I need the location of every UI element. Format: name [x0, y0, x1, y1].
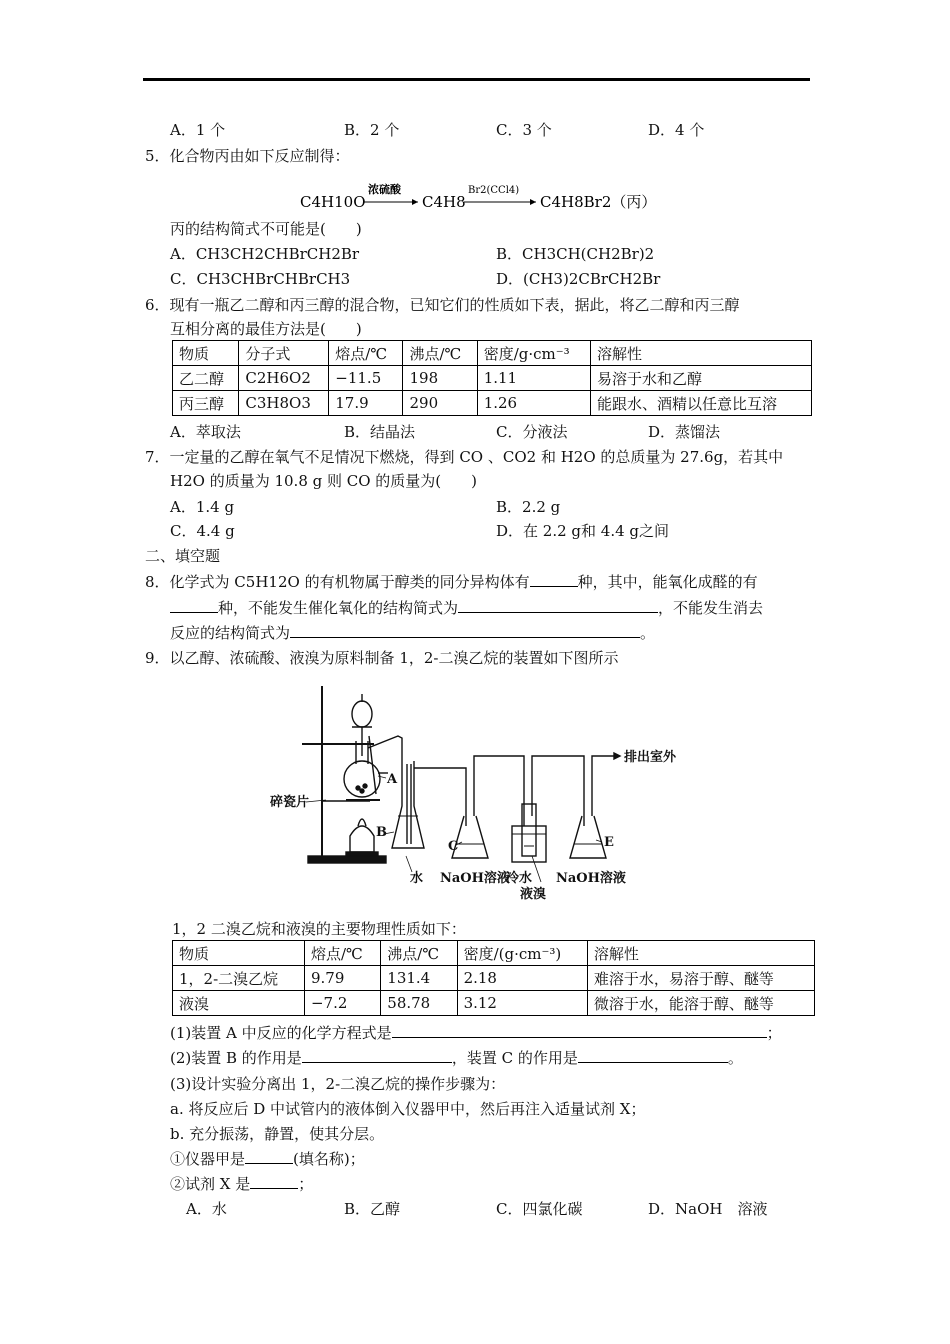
- q5-option-a: A．CH3CH2CHBrCH2Br: [170, 245, 360, 263]
- q5-stem: 5．化合物丙由如下反应制得：: [145, 147, 350, 165]
- product-formula: C4H8Br2（丙）: [540, 193, 657, 211]
- q8-blank-aldehyde-count[interactable]: [170, 598, 218, 613]
- q6-option-b: B．结晶法: [344, 423, 416, 441]
- q7-option-d: D．在 2.2 g和 4.4 g之间: [496, 522, 670, 540]
- table-cell: 290: [403, 391, 477, 416]
- header-cell: 物质: [173, 941, 305, 966]
- table-cell: 198: [403, 366, 477, 391]
- q9-step-a: a. 将反应后 D 中试管内的液体倒入仪器甲中，然后再注入适量试剂 X；: [170, 1100, 646, 1118]
- q9-option-a: A．水: [186, 1200, 227, 1218]
- q9-option-b: B．乙醇: [344, 1200, 401, 1218]
- q4-option-a: A．1 个: [170, 121, 226, 139]
- label-e: E: [604, 835, 614, 850]
- q6-stem-line2: 互相分离的最佳方法是( ): [170, 320, 362, 338]
- q6-stem-line1: 6．现有一瓶乙二醇和丙三醇的混合物，已知它们的性质如下表，据此，将乙二醇和丙三醇: [145, 296, 740, 314]
- q9-part2-end: 。: [727, 1049, 743, 1067]
- flame: [358, 819, 366, 826]
- table-cell: 难溶于水，易溶于醇、醚等: [587, 966, 814, 991]
- q9-part2-text-a: (2)装置 B 的作用是: [170, 1049, 302, 1067]
- q9-blank-instrument[interactable]: [245, 1149, 293, 1164]
- reactant-formula: C4H10O: [300, 193, 366, 211]
- header-cell: 熔点/℃: [329, 341, 403, 366]
- label-naoh-e: NaOH溶液: [556, 871, 626, 886]
- q9-stem: 9．以乙醇、浓硫酸、液溴为原料制备 1，2-二溴乙烷的装置如下图所示: [145, 649, 619, 667]
- q5-option-c: C．CH3CHBrCHBrCH3: [170, 270, 351, 288]
- label-naoh-c: NaOH溶液: [440, 871, 510, 886]
- q9-part2: [170, 1047, 743, 1068]
- q9-sub1-end: (填名称)；: [293, 1150, 365, 1168]
- q9-part1-end: ；: [766, 1024, 782, 1042]
- label-water: 水: [410, 871, 424, 886]
- q7-option-b: B．2.2 g: [496, 498, 561, 516]
- table-cell: −7.2: [304, 991, 380, 1016]
- q5-option-d: D．(CH3)2CBrCH2Br: [496, 270, 661, 288]
- table-cell: 3.12: [457, 991, 587, 1016]
- table-cell: 1.26: [477, 391, 590, 416]
- side-arm: [368, 736, 402, 761]
- q9-sub1: [170, 1148, 365, 1169]
- q9-step-b: b. 充分振荡，静置，使其分层。: [170, 1125, 385, 1143]
- table-row: [173, 391, 812, 416]
- table-cell: 1，2-二溴乙烷: [173, 966, 305, 991]
- q5-option-b: B．CH3CH(CH2Br)2: [496, 245, 655, 263]
- q6-option-c: C．分液法: [496, 423, 568, 441]
- table-cell: 液溴: [173, 991, 305, 1016]
- q4-option-c: C．3 个: [496, 121, 552, 139]
- q9-part2-text-b: ，装置 C 的作用是: [451, 1049, 578, 1067]
- q8-line3: [170, 622, 655, 643]
- header-cell: 分子式: [239, 341, 329, 366]
- q8-blank-no-elimination[interactable]: [290, 623, 640, 638]
- q9-blank-c-role[interactable]: [578, 1048, 728, 1063]
- header-cell: 密度/g·cm⁻³: [477, 341, 590, 366]
- tube-b-c: [414, 768, 466, 826]
- flask-e: [570, 816, 606, 858]
- label-a: A: [387, 772, 398, 787]
- header-rule: [143, 78, 810, 81]
- q6-option-a: A．萃取法: [170, 423, 241, 441]
- q5-reaction-scheme: [300, 182, 660, 216]
- table-header-row: [173, 941, 815, 966]
- q9-blank-reagent-x[interactable]: [250, 1174, 298, 1189]
- table-row: [173, 366, 812, 391]
- label-vent: 排出室外: [624, 750, 677, 765]
- header-cell: 熔点/℃: [304, 941, 380, 966]
- arrow-1-head: [412, 199, 418, 205]
- table-cell: 能跟水、酒精以任意比互溶: [591, 391, 812, 416]
- header-cell: 沸点/℃: [381, 941, 457, 966]
- q9-option-d: D．NaOH 溶液: [648, 1200, 768, 1218]
- q7-stem-line1: 7．一定量的乙醇在氧气不足情况下燃烧，得到 CO 、CO2 和 H2O 的总质量为 27.6g，若其中: [145, 448, 784, 466]
- q6-property-table: [172, 340, 812, 416]
- label-liquid-bromine: 液溴: [520, 887, 547, 902]
- reagent-bromine: Br2(CCl4): [468, 185, 520, 196]
- alcohol-lamp: [350, 826, 374, 852]
- q8-line2-text-b: ，不能发生消去: [658, 599, 764, 617]
- table-cell: 9.79: [304, 966, 380, 991]
- q9-property-table: [172, 940, 815, 1016]
- reagent-h2so4: 浓硫酸: [368, 183, 401, 196]
- q6-option-d: D．蒸馏法: [648, 423, 721, 441]
- q9-sub2: [170, 1173, 313, 1194]
- header-cell: 溶解性: [591, 341, 812, 366]
- q7-stem-line2: H2O 的质量为 10.8 g 则 CO 的质量为( ): [170, 472, 478, 490]
- arrow-2-head: [530, 199, 536, 205]
- table-cell: 17.9: [329, 391, 403, 416]
- tube-vent: [592, 756, 618, 816]
- intermediate-formula: C4H8: [422, 193, 466, 211]
- q4-option-b: B．2 个: [344, 121, 400, 139]
- table-cell: 2.18: [457, 966, 587, 991]
- table-cell: 易溶于水和乙醇: [591, 366, 812, 391]
- q7-option-a: A．1.4 g: [170, 498, 235, 516]
- q9-blank-equation[interactable]: [392, 1023, 767, 1038]
- label-b: B: [376, 825, 387, 840]
- q8-line1: [145, 571, 758, 592]
- q8-line3-text-b: 。: [640, 624, 656, 642]
- q9-table-intro: 1，2 二溴乙烷和液溴的主要物理性质如下：: [172, 920, 466, 938]
- q7-option-c: C．4.4 g: [170, 522, 235, 540]
- header-cell: 物质: [173, 341, 239, 366]
- q9-part3: (3)设计实验分离出 1，2-二溴乙烷的操作步骤为：: [170, 1075, 506, 1093]
- q9-part1-text: (1)装置 A 中反应的化学方程式是: [170, 1024, 392, 1042]
- table-cell: 131.4: [381, 966, 457, 991]
- label-c: C: [448, 839, 459, 854]
- q9-sub2-end: ；: [298, 1175, 314, 1193]
- table-row: [173, 991, 815, 1016]
- table-cell: C2H6O2: [239, 366, 329, 391]
- label-cold-water: 冷水: [506, 871, 533, 886]
- q8-line3-text-a: 反应的结构简式为: [170, 624, 291, 642]
- q8-line1-text-a: 8．化学式为 C5H12O 的有机物属于醇类的同分异构体有: [145, 573, 530, 591]
- table-cell: −11.5: [329, 366, 403, 391]
- table-cell: 丙三醇: [173, 391, 239, 416]
- separatory-funnel: [352, 701, 372, 727]
- table-cell: C3H8O3: [239, 391, 329, 416]
- header-cell: 溶解性: [587, 941, 814, 966]
- label-shard: 碎瓷片: [270, 795, 310, 810]
- header-cell: 沸点/℃: [403, 341, 477, 366]
- q9-sub1-text: ①仪器甲是: [170, 1150, 246, 1168]
- stand-base: [308, 856, 386, 863]
- q5-question: 丙的结构简式不可能是( ): [170, 220, 362, 238]
- q8-blank-no-oxidation[interactable]: [458, 598, 658, 613]
- table-cell: 乙二醇: [173, 366, 239, 391]
- table-header-row: [173, 341, 812, 366]
- q8-line2: [170, 597, 763, 618]
- section-title: 二、填空题: [145, 547, 221, 565]
- q8-line2-text-a: 种，不能发生催化氧化的结构简式为: [218, 599, 459, 617]
- q9-apparatus-figure: [266, 676, 696, 908]
- q9-blank-b-role[interactable]: [302, 1048, 452, 1063]
- tube-d-e: [532, 756, 584, 826]
- q9-part1: [170, 1022, 782, 1043]
- q8-line1-text-b: 种，其中，能氧化成醛的有: [577, 573, 758, 591]
- table-cell: 58.78: [381, 991, 457, 1016]
- q8-blank-isomer-count[interactable]: [530, 572, 578, 587]
- tube-c-d: [474, 756, 524, 826]
- header-cell: 密度/(g·cm⁻³): [457, 941, 587, 966]
- table-row: [173, 966, 815, 991]
- q4-option-d: D．4 个: [648, 121, 705, 139]
- table-cell: 微溶于水，能溶于醇、醚等: [587, 991, 814, 1016]
- q9-sub2-text: ②试剂 X 是: [170, 1175, 251, 1193]
- q9-option-c: C．四氯化碳: [496, 1200, 583, 1218]
- table-cell: 1.11: [477, 366, 590, 391]
